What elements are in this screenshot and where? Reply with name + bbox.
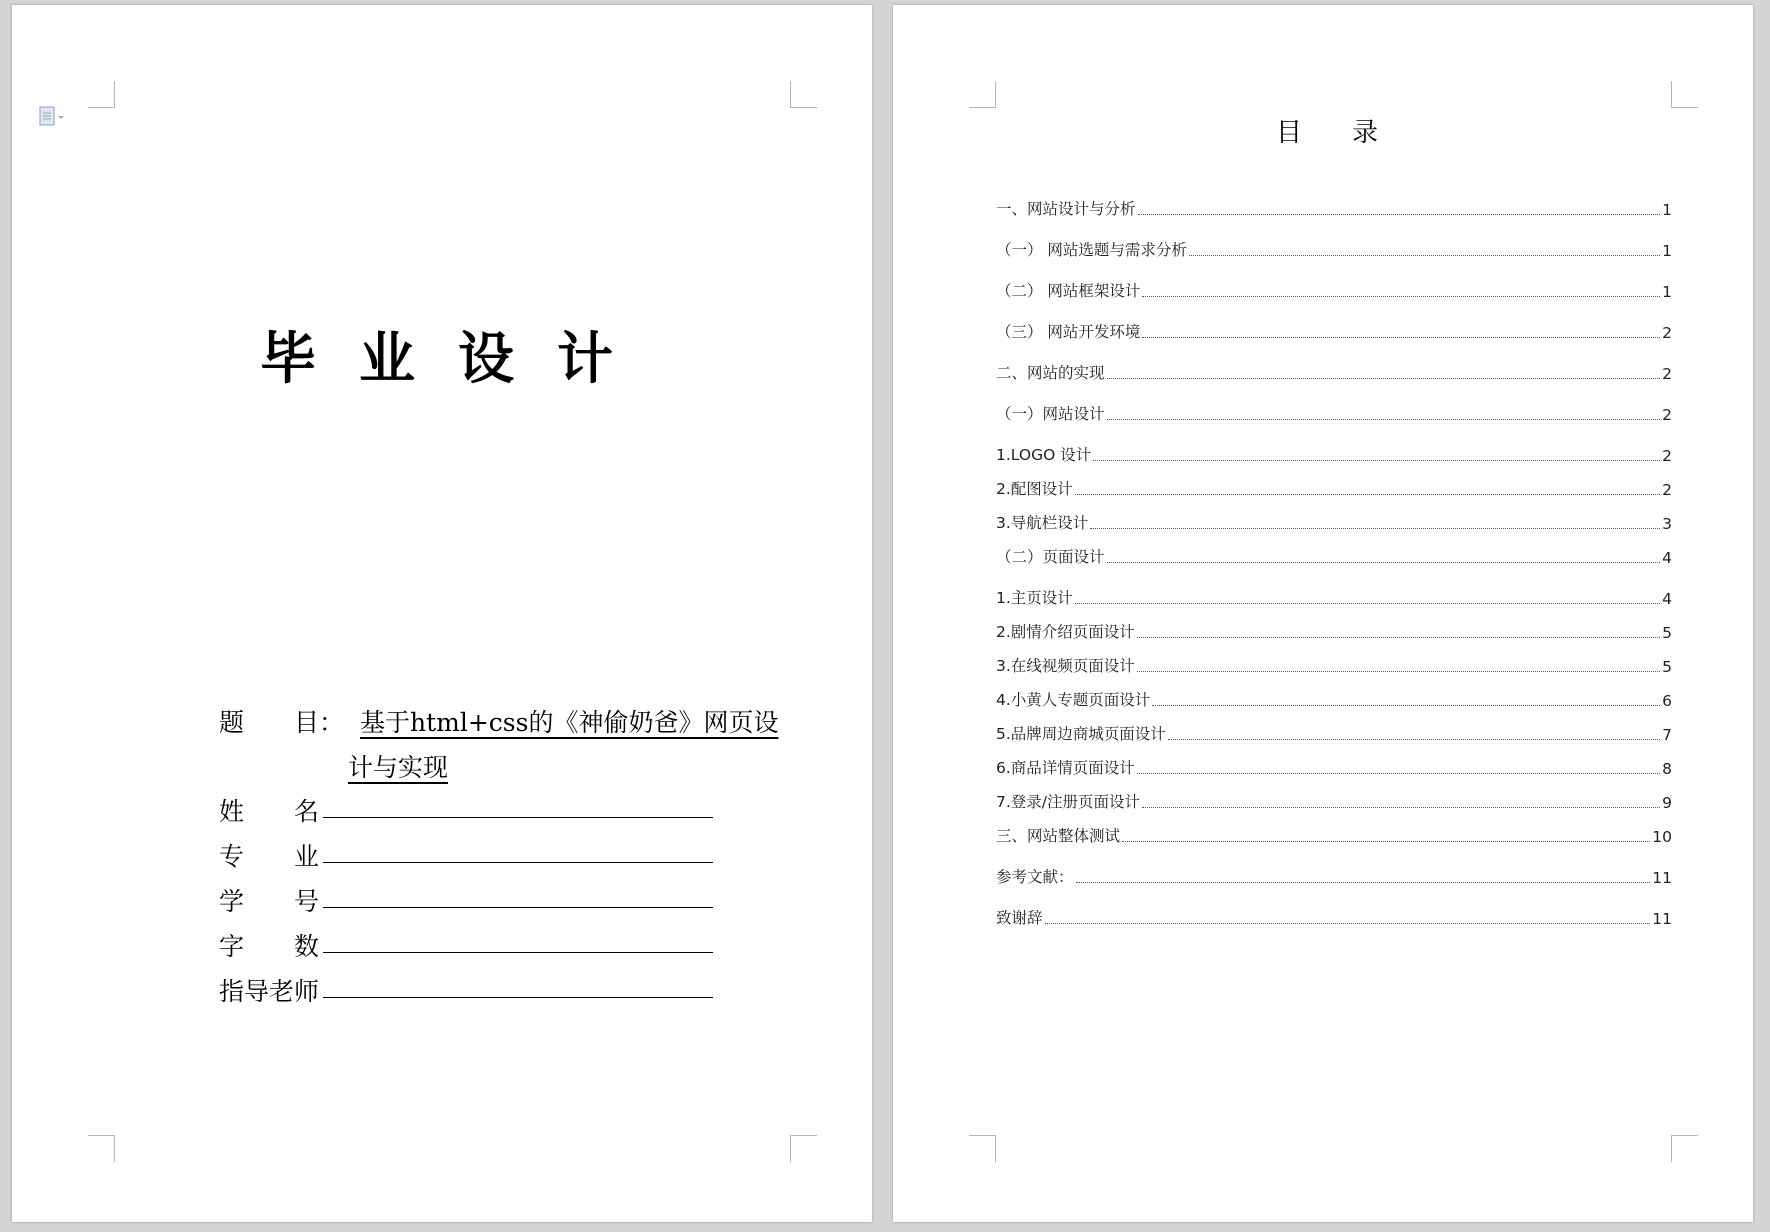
toc-entry-label: 2.剧情介绍页面设计 <box>996 623 1135 641</box>
toc-entry-page-number: 2 <box>1662 324 1672 342</box>
toc-entry[interactable] <box>996 620 1672 642</box>
toc-entry-page-number: 6 <box>1662 692 1672 710</box>
toc-leader-dots <box>1093 459 1660 461</box>
toc-entry[interactable] <box>996 197 1672 219</box>
toc-entry-label: （一） 网站选题与需求分析 <box>996 241 1187 259</box>
toc-entry[interactable] <box>996 906 1672 928</box>
toc-entry-label: 1.主页设计 <box>996 589 1073 607</box>
margin-corner-bottom-right <box>1671 1135 1698 1162</box>
toc-leader-dots <box>1090 527 1660 529</box>
name-field[interactable] <box>323 817 713 818</box>
toc-leader-dots <box>1107 418 1661 420</box>
toc-entry-label: 一、网站设计与分析 <box>996 200 1136 218</box>
toc-entry-page-number: 10 <box>1652 828 1672 846</box>
toc-entry-label: 二、网站的实现 <box>996 364 1105 382</box>
toc-entry[interactable] <box>996 586 1672 608</box>
topic-value-line1: 基于html+css的《神偷奶爸》网页设 <box>360 708 779 737</box>
toc-entry-label: （二）页面设计 <box>996 548 1105 566</box>
toc-entry[interactable] <box>996 865 1672 887</box>
toc-entry[interactable] <box>996 443 1672 465</box>
toc-entry-page-number: 11 <box>1652 910 1672 928</box>
toc-title: 目录 <box>1276 118 1429 148</box>
toc-entry-label: 4.小黄人专题页面设计 <box>996 691 1151 709</box>
toc-leader-dots <box>1075 602 1660 604</box>
toc-entry[interactable] <box>996 279 1672 301</box>
toc-leader-dots <box>1189 254 1660 256</box>
toc-leader-dots <box>1137 636 1660 638</box>
toc-entry-page-number: 2 <box>1662 406 1672 424</box>
toc-entry-label: 三、网站整体测试 <box>996 827 1121 845</box>
toc-entry-page-number: 8 <box>1662 760 1672 778</box>
toc-entry-page-number: 3 <box>1662 515 1672 533</box>
toc-leader-dots <box>1168 738 1660 740</box>
toc-entry[interactable] <box>996 756 1672 778</box>
margin-corner-bottom-right <box>790 1135 817 1162</box>
toc-entry-label: 3.在线视频页面设计 <box>996 657 1135 675</box>
margin-corner-top-left <box>969 81 996 108</box>
toc-page <box>893 5 1753 1222</box>
toc-leader-dots <box>1138 213 1661 215</box>
toc-entry-page-number: 4 <box>1662 590 1672 608</box>
toc-entry-label: （三） 网站开发环境 <box>996 323 1141 341</box>
toc-leader-dots <box>1142 295 1660 297</box>
toc-entry[interactable] <box>996 824 1672 846</box>
toc-entry[interactable] <box>996 654 1672 676</box>
toc-entry-label: （二） 网站框架设计 <box>996 282 1141 300</box>
toc-entry[interactable] <box>996 238 1672 260</box>
toc-entry-label: 3.导航栏设计 <box>996 514 1089 532</box>
toc-entry-page-number: 5 <box>1662 658 1672 676</box>
toc-leader-dots <box>1045 922 1651 924</box>
toc-leader-dots <box>1075 493 1660 495</box>
major-label: 专 业 <box>219 842 320 871</box>
toc-entry-label: （一）网站设计 <box>996 405 1105 423</box>
toc-entry-page-number: 1 <box>1662 242 1672 260</box>
topic-label: 题 目： <box>219 708 345 737</box>
margin-corner-top-right <box>790 81 817 108</box>
toc-entry-page-number: 2 <box>1662 447 1672 465</box>
toc-leader-dots <box>1142 806 1660 808</box>
advisor-field[interactable] <box>323 997 713 998</box>
toc-leader-dots <box>1137 772 1660 774</box>
toc-entry-page-number: 2 <box>1662 365 1672 383</box>
toc-leader-dots <box>1137 670 1660 672</box>
topic-value-line2: 计与实现 <box>348 753 449 782</box>
document-options-icon[interactable] <box>39 106 67 128</box>
toc-entry-label: 2.配图设计 <box>996 480 1073 498</box>
toc-entry-label: 6.商品详情页面设计 <box>996 759 1135 777</box>
major-field[interactable] <box>323 862 713 863</box>
toc-leader-dots <box>1152 704 1660 706</box>
toc-entry-page-number: 4 <box>1662 549 1672 567</box>
toc-entry-page-number: 1 <box>1662 283 1672 301</box>
toc-entry-page-number: 11 <box>1652 869 1672 887</box>
toc-entry[interactable] <box>996 477 1672 499</box>
toc-entry-label: 7.登录/注册页面设计 <box>996 793 1141 811</box>
margin-corner-top-right <box>1671 81 1698 108</box>
toc-entry[interactable] <box>996 688 1672 710</box>
toc-entry-page-number: 2 <box>1662 481 1672 499</box>
toc-leader-dots <box>1142 336 1660 338</box>
margin-corner-bottom-left <box>88 1135 115 1162</box>
toc-leader-dots <box>1107 561 1661 563</box>
margin-corner-top-left <box>88 81 115 108</box>
toc-entry-page-number: 7 <box>1662 726 1672 744</box>
word-count-label: 字 数 <box>219 932 320 961</box>
toc-entry[interactable] <box>996 320 1672 342</box>
toc-entry[interactable] <box>996 402 1672 424</box>
margin-corner-bottom-left <box>969 1135 996 1162</box>
toc-leader-dots <box>1122 840 1650 842</box>
toc-entry-label: 1.LOGO 设计 <box>996 446 1092 464</box>
toc-entry-page-number: 9 <box>1662 794 1672 812</box>
toc-entry[interactable] <box>996 511 1672 533</box>
toc-leader-dots <box>1107 377 1661 379</box>
toc-entry-page-number: 5 <box>1662 624 1672 642</box>
toc-entry[interactable] <box>996 790 1672 812</box>
toc-entry[interactable] <box>996 361 1672 383</box>
toc-entry-label: 致谢辞 <box>996 909 1043 927</box>
name-label: 姓 名 <box>219 797 320 826</box>
cover-title: 毕业设计 <box>260 326 656 392</box>
cover-page <box>12 5 872 1222</box>
toc-entry-label: 参考文献： <box>996 868 1074 886</box>
toc-entry[interactable] <box>996 545 1672 567</box>
toc-leader-dots <box>1076 881 1651 883</box>
toc-entry-label: 5.品牌周边商城页面设计 <box>996 725 1166 743</box>
toc-entry[interactable] <box>996 722 1672 744</box>
student-id-field[interactable] <box>323 907 713 908</box>
student-id-label: 学 号 <box>219 887 320 916</box>
advisor-label: 指导老师 <box>219 977 320 1006</box>
toc-entry-page-number: 1 <box>1662 201 1672 219</box>
word-count-field[interactable] <box>323 952 713 953</box>
